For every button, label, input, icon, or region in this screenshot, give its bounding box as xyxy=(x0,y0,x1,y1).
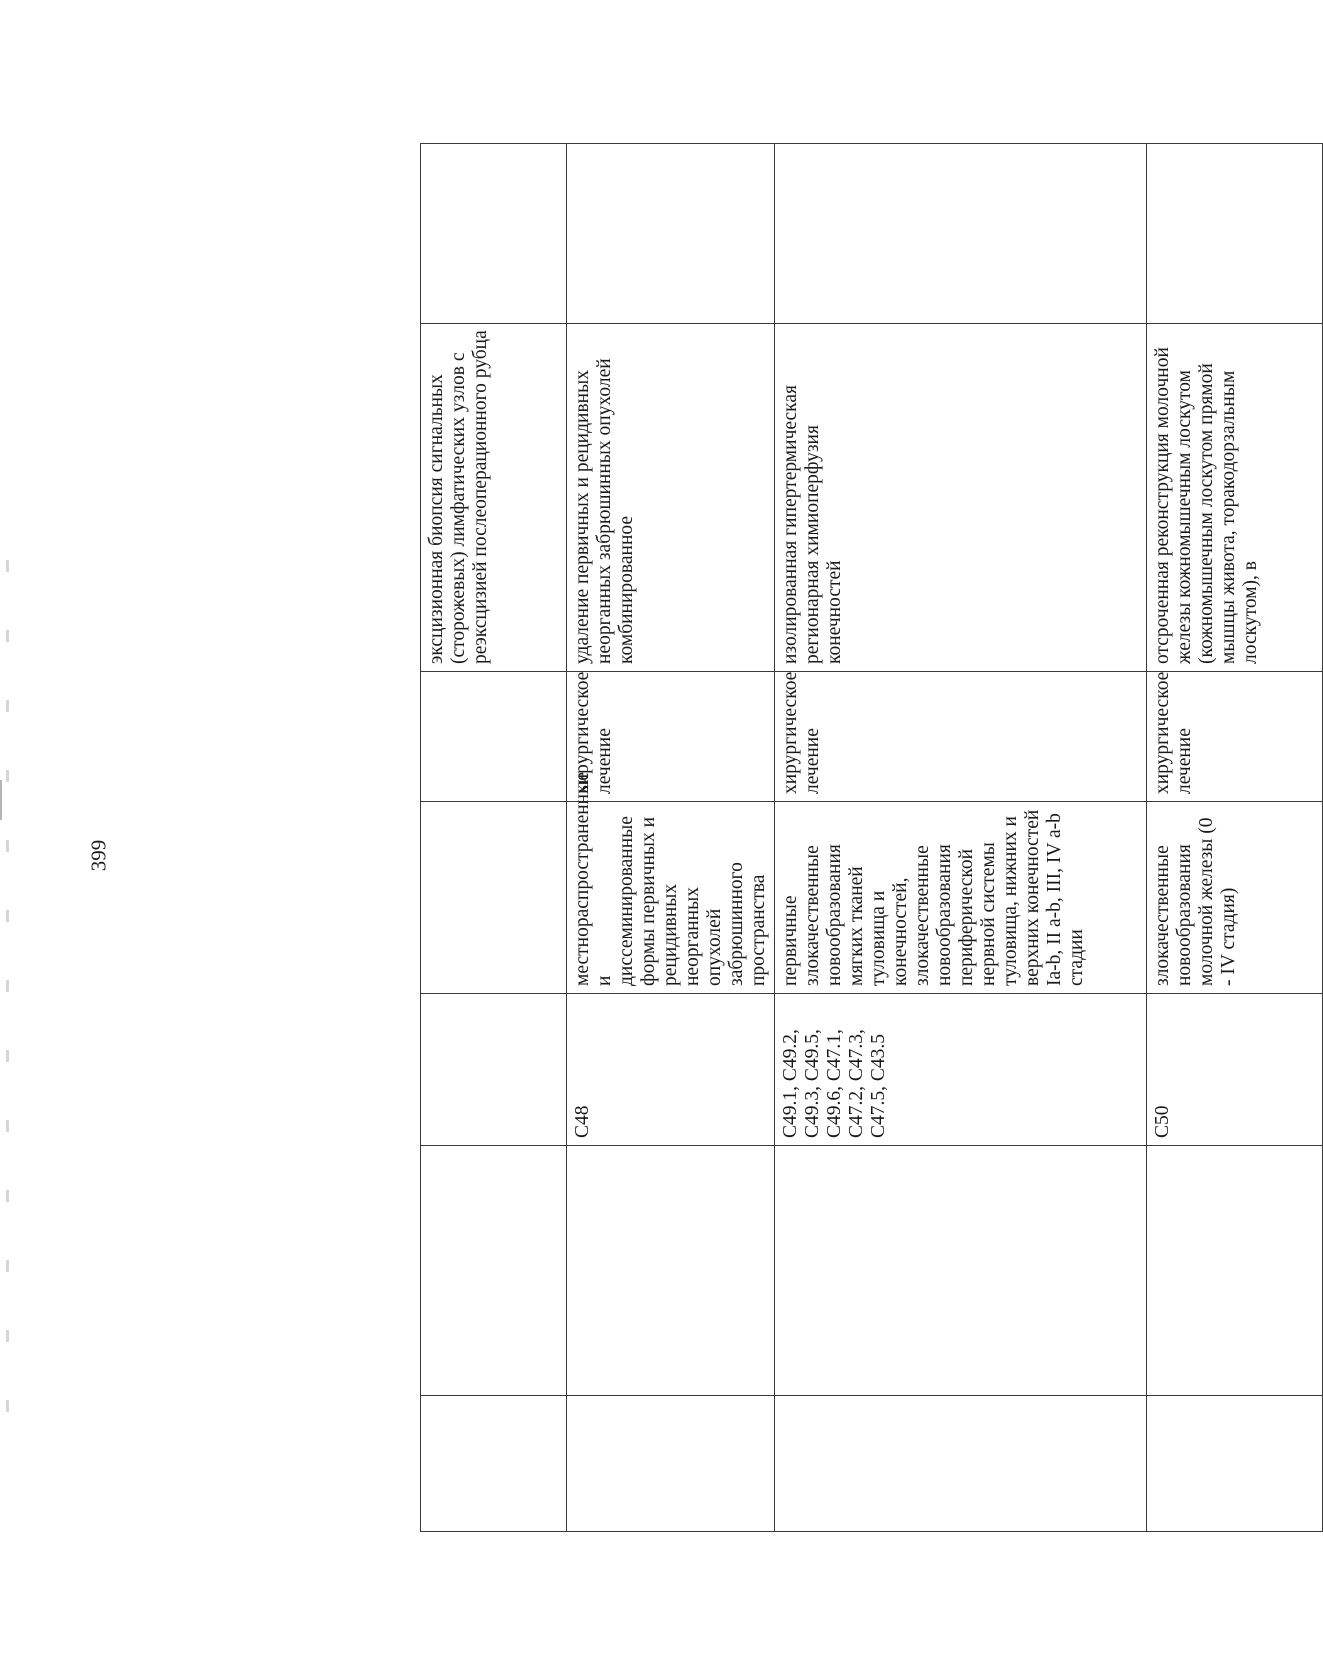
table-cell-c7 xyxy=(421,144,567,324)
scan-edge-marks xyxy=(6,560,9,1460)
table-cell-c4: местнораспространенные и диссеминированные формы первичных и рецидивных неорганных опухолей забрюшинного пространства xyxy=(567,802,775,994)
table-cell-c1 xyxy=(567,1396,775,1532)
table-cell-c2 xyxy=(1147,1146,1323,1396)
treatment-table xyxy=(420,143,1323,1532)
table-row xyxy=(1147,144,1323,1532)
table-cell-c2 xyxy=(775,1146,1147,1396)
table-cell-c6: удаление первичных и рецидивных неорганных забрюшинных опухолей комбинированное xyxy=(567,324,775,672)
table-cell-c3 xyxy=(421,994,567,1146)
table-cell-c6: отсроченная реконструкция молочной железы кожномышечным лоскутом (кожномышечным лоскутом прямой мышцы живота, торакодорзальным лоскутом), в xyxy=(1147,324,1323,672)
table-cell-c3: C48 xyxy=(567,994,775,1146)
table-cell-c7 xyxy=(1147,144,1323,324)
table-cell-c7 xyxy=(567,144,775,324)
table-cell-c6: эксцизионная биопсия сигнальных (сторожевых) лимфатических узлов с реэксцизией послеоперационного рубца xyxy=(421,324,567,672)
table-cell-c2 xyxy=(567,1146,775,1396)
table-cell-c1 xyxy=(1147,1396,1323,1532)
table-cell-c5 xyxy=(421,672,567,802)
table-cell-c4: злокачественные новообразования молочной железы (0 - IV стадия) xyxy=(1147,802,1323,994)
table-cell-c6: изолированная гипертермическая регионарная химиоперфузия конечностей xyxy=(775,324,1147,672)
table-cell-c7 xyxy=(775,144,1147,324)
table-cell-c4 xyxy=(421,802,567,994)
table-cell-c5: хирургическое лечение xyxy=(567,672,775,802)
table-row xyxy=(567,144,775,1532)
table-cell-c5: хирургическое лечение xyxy=(775,672,1147,802)
rotated-table-container xyxy=(420,144,1300,1532)
table-cell-c3: C50 xyxy=(1147,994,1323,1146)
table-cell-c1 xyxy=(775,1396,1147,1532)
scan-edge-line xyxy=(0,780,2,820)
page-number xyxy=(84,825,114,885)
table-cell-c5: хирургическое лечение xyxy=(1147,672,1323,802)
table-cell-c1 xyxy=(421,1396,567,1532)
table-row xyxy=(421,144,567,1532)
table-cell-c3: C49.1, C49.2, C49.3, C49.5, C49.6, C47.1, C47.2, C47.3, C47.5, C43.5 xyxy=(775,994,1147,1146)
table-cell-c4: первичные злокачественные новообразования мягких тканей туловища и конечностей, злокачественные новообразования периферической нервной системы туловища, нижних и верхних конечностей Ia-b, II a-b, III, IV a-b стадии xyxy=(775,802,1147,994)
page-number-text: 399 xyxy=(86,839,111,871)
table-cell-c2 xyxy=(421,1146,567,1396)
table-row xyxy=(775,144,1147,1532)
